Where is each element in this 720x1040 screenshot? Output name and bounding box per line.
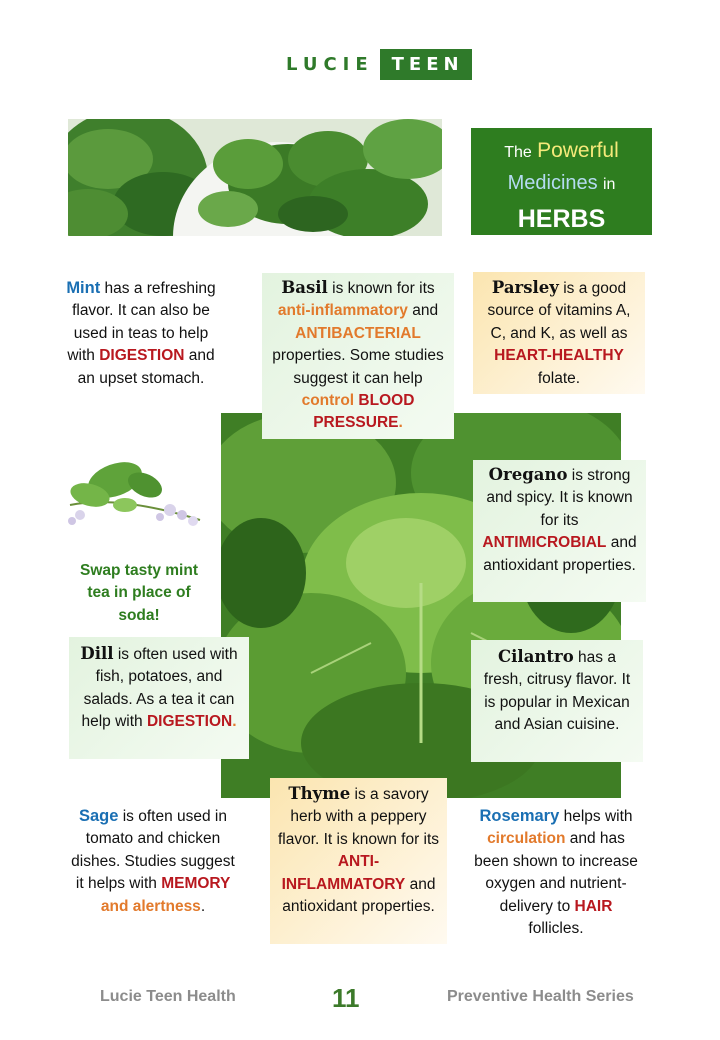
title-in: in [602, 176, 616, 193]
footer-left: Lucie Teen Health [100, 988, 236, 1005]
rosemary-desc-2: and has been shown to increase oxygen and nutrient-delivery to [474, 830, 638, 915]
basil-name: Basil [281, 278, 328, 297]
greens-photo [68, 119, 442, 236]
logo-right-text: TEEN [380, 49, 472, 80]
rosemary-desc-3: follicles. [528, 920, 584, 938]
mint-digestion: DIGESTION [99, 347, 185, 365]
oregano-name: Oregano [488, 465, 568, 484]
parsley-box [473, 272, 645, 394]
basil-control: control [301, 392, 355, 410]
title-box [471, 128, 652, 235]
oregano-desc-1: is strong and spicy. It is known for its [486, 467, 633, 529]
basil-desc-2: properties. Some studies suggest it can help [272, 347, 444, 387]
cilantro-desc-1: has a fresh, citrusy flavor. It is popular in Mexican and Asian cuisine. [483, 649, 631, 734]
oregano-box [473, 460, 646, 602]
rosemary-circulation: circulation [487, 830, 566, 848]
title-powerful: Powerful [537, 139, 619, 162]
mint-desc-1: has a refreshing flavor. It can also be used in teas to help with [67, 280, 216, 365]
basil-box [262, 273, 454, 439]
mint-text [64, 277, 218, 390]
basil-antibac: ANTIBACTERIAL [295, 324, 421, 342]
mint-tip-text: Swap tasty mint tea in place of soda! [80, 562, 198, 624]
thyme-desc-2: and antioxidant properties. [282, 875, 436, 916]
dill-digestion: DIGESTION [146, 713, 233, 731]
rosemary-text [473, 805, 639, 940]
sage-text [68, 805, 238, 918]
page-number: 11 [332, 983, 360, 1013]
logo [286, 47, 472, 81]
sage-alertness: and alertness [100, 897, 201, 915]
basil-anti: anti-inflammatory [277, 302, 408, 320]
dill-desc-1: is often used with fish, potatoes, and salads. As a tea it can help with [81, 646, 238, 731]
cilantro-box [471, 640, 643, 762]
basil-and: and [407, 302, 439, 320]
sage-name: Sage [78, 807, 119, 825]
parsley-desc-2: folate. [537, 369, 581, 387]
title-medicines: Medicines [507, 172, 598, 194]
mint-sprig-image [60, 455, 210, 535]
cilantro-name: Cilantro [498, 647, 574, 666]
sage-memory: MEMORY [161, 875, 231, 893]
sage-desc-1: is often used in tomato and chicken dishes. Studies suggest it helps with [71, 808, 235, 893]
oregano-desc-2: and antioxidant properties. [483, 534, 637, 574]
dill-box [69, 637, 249, 759]
mint-name: Mint [66, 279, 101, 297]
rosemary-name: Rosemary [479, 807, 560, 825]
footer-right: Preventive Health Series [447, 988, 634, 1005]
parsley-heart: HEART-HEALTHY [494, 347, 624, 365]
dill-name: Dill [80, 644, 114, 663]
parsley-desc-1: is a good source of vitamins A, C, and K, as well as [487, 280, 631, 342]
thyme-name: Thyme [288, 784, 351, 803]
rosemary-hair: HAIR [574, 897, 613, 915]
title-herbs: HERBS [517, 205, 606, 233]
sage-dot: . [200, 897, 206, 915]
title-the: The [504, 144, 532, 161]
thyme-desc-1: is a savory herb with a peppery flavor. It is known for its [277, 786, 440, 848]
rosemary-desc-1: helps with [559, 808, 633, 825]
parsley-name: Parsley [491, 278, 559, 297]
logo-left-text: LUCIE [286, 53, 374, 75]
thyme-anti: ANTI-INFLAMMATORY [281, 853, 406, 893]
dill-dot: . [232, 713, 237, 731]
mint-desc-2: and an upset stomach. [77, 347, 215, 387]
oregano-anti: ANTIMICROBIAL [482, 534, 607, 552]
basil-dot: . [398, 414, 403, 432]
thyme-box [270, 778, 447, 944]
basil-desc-1: is known for its [327, 280, 435, 297]
basil-blood: BLOOD PRESSURE [313, 392, 415, 432]
mint-tip [68, 560, 210, 627]
